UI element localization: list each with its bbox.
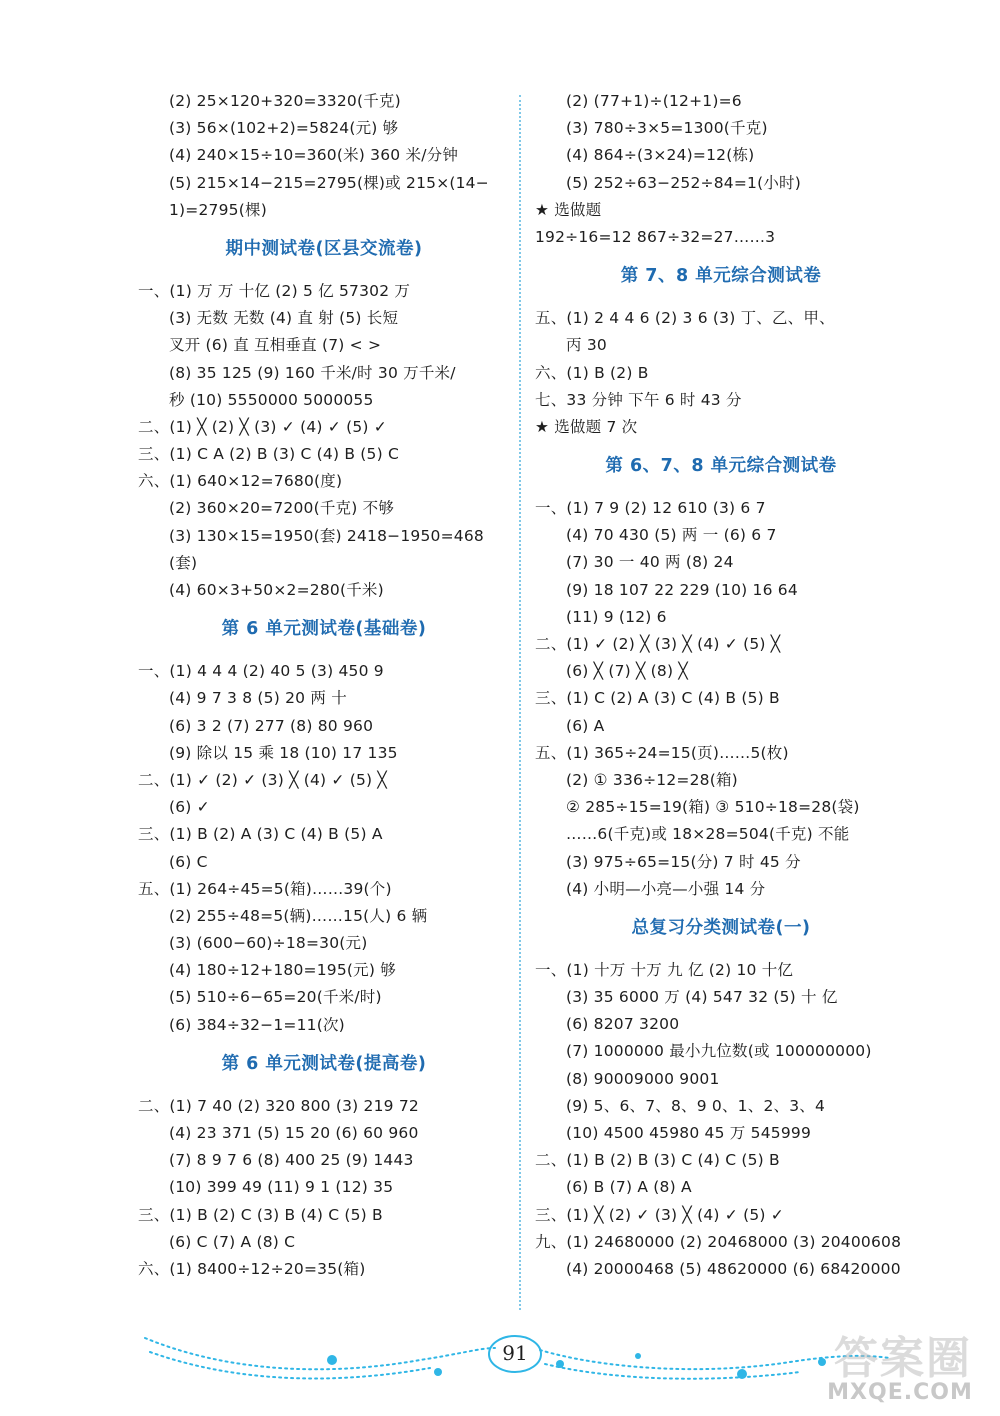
answer-line: 秒 (10) 5550000 5000055 bbox=[169, 390, 374, 409]
answer-line: (8) 35 125 (9) 160 千米/时 30 万千米/ bbox=[169, 363, 456, 382]
answer-line: (6) B (7) A (8) A bbox=[566, 1178, 692, 1197]
answer-line: 六、(1) 8400÷12÷20=35(箱) bbox=[138, 1259, 366, 1278]
answer-line: (2) 255÷48=5(辆)……15(人) 6 辆 bbox=[169, 906, 428, 925]
answer-line: (6) ✓ bbox=[169, 798, 210, 817]
watermark-site: MXQE.COM bbox=[827, 1380, 973, 1405]
answer-line: 丙 30 bbox=[566, 336, 607, 355]
answer-line: (9) 18 107 22 229 (10) 16 64 bbox=[566, 580, 798, 599]
answer-line: 二、(1) ╳ (2) ╳ (3) ✓ (4) ✓ (5) ✓ bbox=[138, 417, 387, 436]
answer-line: (4) 23 371 (5) 15 20 (6) 60 960 bbox=[169, 1124, 419, 1142]
answer-line: (10) 399 49 (11) 9 1 (12) 35 bbox=[169, 1178, 394, 1197]
answer-line: 一、(1) 十万 十万 九 亿 (2) 10 十亿 bbox=[535, 960, 794, 979]
answer-line: (6) A bbox=[566, 716, 605, 735]
answer-line: (5) 215×14−215=2795(棵)或 215×(14− bbox=[169, 173, 489, 192]
answer-line: (3) 35 6000 万 (4) 547 32 (5) 十 亿 bbox=[566, 988, 838, 1007]
answer-line: 五、(1) 2 4 4 6 (2) 3 6 (3) 丁、乙、甲、 bbox=[535, 309, 835, 328]
answer-line: (4) 小明—小亮—小强 14 分 bbox=[566, 879, 766, 898]
answer-line: ② 285÷15=19(箱) ③ 510÷18=28(袋) bbox=[566, 798, 860, 817]
answer-line: 二、(1) ✓ (2) ╳ (3) ╳ (4) ✓ (5) ╳ bbox=[535, 635, 781, 653]
answer-line: 1)=2795(棵) bbox=[169, 200, 267, 219]
answer-line: 一、(1) 4 4 4 (2) 40 5 (3) 450 9 bbox=[138, 662, 384, 681]
answer-line: (6) 8207 3200 bbox=[566, 1015, 680, 1034]
answer-line: (6) C bbox=[169, 852, 208, 871]
answer-line: ★ 选做题 bbox=[535, 200, 602, 219]
answer-line: (4) 180÷12+180=195(元) 够 bbox=[169, 961, 396, 980]
answer-line: (6) ╳ (7) ╳ (8) ╳ bbox=[566, 662, 688, 681]
section-heading: 第 6 单元测试卷(基础卷) bbox=[221, 619, 427, 640]
column-divider bbox=[519, 95, 521, 1310]
answer-line: (套) bbox=[169, 553, 198, 572]
answer-line: (2) 25×120+320=3320(千克) bbox=[169, 92, 401, 110]
answer-line: ……6(千克)或 18×28=504(千克) 不能 bbox=[566, 825, 850, 844]
answer-line: (7) 8 9 7 6 (8) 400 25 (9) 1443 bbox=[169, 1151, 414, 1170]
answer-line: (4) 9 7 3 8 (5) 20 两 十 bbox=[169, 689, 347, 708]
section-heading: 第 6、7、8 单元综合测试卷 bbox=[605, 456, 837, 477]
answer-line: 七、33 分钟 下午 6 时 43 分 bbox=[535, 390, 742, 409]
answer-line: (6) 384÷32−1=11(次) bbox=[169, 1015, 345, 1034]
answer-line: ★ 选做题 7 次 bbox=[535, 417, 638, 436]
section-heading: 第 6 单元测试卷(提高卷) bbox=[221, 1053, 427, 1074]
answer-line: (3) 780÷3×5=1300(千克) bbox=[566, 119, 768, 138]
section-heading: 第 7、8 单元综合测试卷 bbox=[620, 266, 822, 287]
answer-line: 三、(1) B (2) C (3) B (4) C (5) B bbox=[138, 1205, 383, 1224]
left-answer-column bbox=[138, 88, 510, 1283]
answer-line: (4) 864÷(3×24)=12(栋) bbox=[566, 146, 755, 165]
answer-line: (4) 70 430 (5) 两 一 (6) 6 7 bbox=[566, 526, 777, 545]
answer-line: 二、(1) 7 40 (2) 320 800 (3) 219 72 bbox=[138, 1096, 419, 1115]
section-heading: 期中测试卷(区县交流卷) bbox=[225, 238, 423, 259]
answer-line: (8) 90009000 9001 bbox=[566, 1069, 720, 1088]
answer-line: (2) 360×20=7200(千克) 不够 bbox=[169, 499, 395, 518]
answer-line: 叉开 (6) 直 互相垂直 (7) < > bbox=[169, 336, 382, 355]
answer-line: (5) 252÷63−252÷84=1(小时) bbox=[566, 173, 802, 192]
answer-line: 三、(1) C (2) A (3) C (4) B (5) B bbox=[535, 689, 780, 708]
watermark-logo: 答案圈 bbox=[834, 1333, 972, 1384]
answer-line: 一、(1) 7 9 (2) 12 610 (3) 6 7 bbox=[535, 499, 766, 518]
answer-line: 五、(1) 365÷24=15(页)……5(枚) bbox=[535, 743, 789, 762]
answer-line: (3) 56×(102+2)=5824(元) 够 bbox=[169, 119, 399, 138]
section-heading: 总复习分类测试卷(一) bbox=[631, 917, 811, 938]
answer-line: (7) 1000000 最小九位数(或 100000000) bbox=[566, 1042, 872, 1061]
answer-line: 三、(1) B (2) A (3) C (4) B (5) A bbox=[138, 825, 383, 844]
answer-line: (4) 20000468 (5) 48620000 (6) 68420000 bbox=[566, 1259, 901, 1278]
answer-line: (3) 130×15=1950(套) 2418−1950=468 bbox=[169, 526, 484, 545]
answer-line: (2) ① 336÷12=28(箱) bbox=[566, 770, 738, 789]
answer-line: (3) 无数 无数 (4) 直 射 (5) 长短 bbox=[169, 309, 399, 328]
answer-line: (2) (77+1)÷(12+1)=6 bbox=[566, 92, 742, 110]
answer-line: 三、(1) C A (2) B (3) C (4) B (5) C bbox=[138, 445, 399, 464]
answer-line: (11) 9 (12) 6 bbox=[566, 607, 667, 626]
answer-line: (5) 510÷6−65=20(千米/时) bbox=[169, 988, 382, 1007]
answer-line: (9) 5、6、7、8、9 0、1、2、3、4 bbox=[566, 1096, 826, 1115]
answer-line: (4) 60×3+50×2=280(千米) bbox=[169, 581, 384, 599]
answer-line: (4) 240×15÷10=360(米) 360 米/分钟 bbox=[169, 146, 459, 165]
dot-decoration bbox=[327, 1353, 826, 1379]
answer-line: 六、(1) B (2) B bbox=[535, 363, 649, 382]
answer-line: (9) 除以 15 乘 18 (10) 17 135 bbox=[169, 743, 398, 762]
page-number: 91 bbox=[502, 1341, 528, 1365]
answer-line: (6) 3 2 (7) 277 (8) 80 960 bbox=[169, 716, 374, 735]
answer-line: 五、(1) 264÷45=5(箱)……39(个) bbox=[138, 879, 392, 898]
answer-line: 二、(1) ✓ (2) ✓ (3) ╳ (4) ✓ (5) ╳ bbox=[138, 770, 387, 789]
right-answer-column bbox=[535, 88, 907, 1283]
answer-line: (3) (600−60)÷18=30(元) bbox=[169, 934, 368, 953]
answer-line: 九、(1) 24680000 (2) 20468000 (3) 20400608 bbox=[535, 1232, 902, 1251]
answer-line: (3) 975÷65=15(分) 7 时 45 分 bbox=[566, 852, 801, 871]
answer-line: (6) C (7) A (8) C bbox=[169, 1232, 296, 1251]
answer-line: 六、(1) 640×12=7680(度) bbox=[138, 472, 343, 491]
answer-line: (7) 30 一 40 两 (8) 24 bbox=[566, 553, 734, 572]
answer-line: 二、(1) B (2) B (3) C (4) C (5) B bbox=[535, 1151, 780, 1170]
answer-line: 一、(1) 万 万 十亿 (2) 5 亿 57302 万 bbox=[138, 281, 411, 300]
watermark bbox=[812, 1322, 988, 1412]
answer-line: 192÷16=12 867÷32=27……3 bbox=[535, 227, 776, 246]
answer-line: 三、(1) ╳ (2) ✓ (3) ╳ (4) ✓ (5) ✓ bbox=[535, 1205, 784, 1224]
answer-line: (10) 4500 45980 45 万 545999 bbox=[566, 1124, 811, 1142]
